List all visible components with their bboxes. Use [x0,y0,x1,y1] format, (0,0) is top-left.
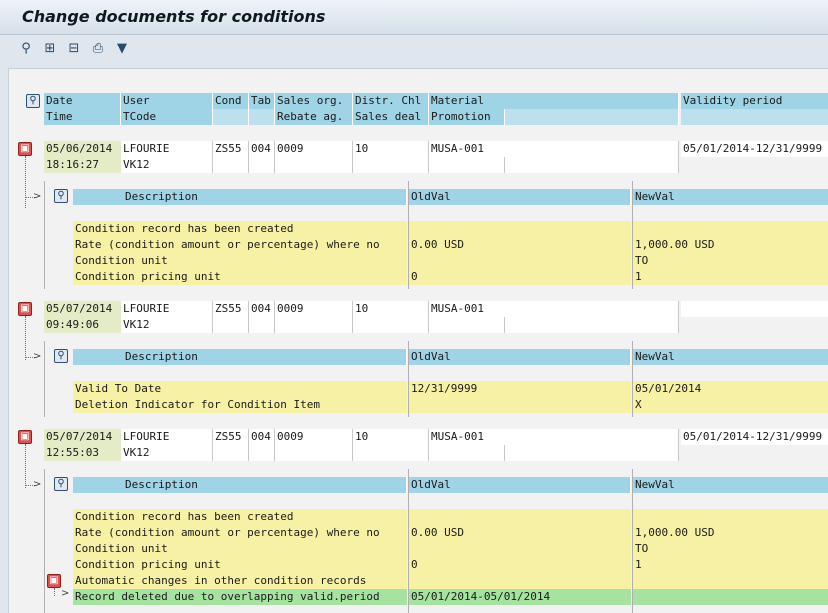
doc-sales-org: 0009 [275,429,353,445]
col-rebate-ag[interactable]: Rebate ag. [275,109,353,125]
folder-open-icon[interactable]: ▣ [18,302,32,316]
doc-date[interactable]: 05/07/2014 [44,429,121,445]
tree-arrow-icon: > [33,191,42,202]
detail-col-description[interactable]: Description [73,477,407,493]
doc-tab: 004 [249,301,275,317]
detail-oldval [409,397,631,413]
col-time[interactable]: Time [44,109,121,125]
detail-newval: TO [633,541,828,557]
doc-time: 12:55:03 [44,445,121,461]
doc-tcode: VK12 [121,157,213,173]
detail-description: Valid To Date [73,381,407,397]
doc-validity: 05/01/2014-12/31/9999 [681,141,828,157]
detail-description: Condition unit [73,541,407,557]
detail-header-icon[interactable]: ⚲ [54,477,68,491]
detail-col-newval[interactable]: NewVal [633,189,828,205]
detail-oldval: 0 [409,557,631,573]
detail-description: Automatic changes in other condition records [73,573,407,589]
expand-icon[interactable]: ⊞ [44,41,56,56]
doc-cond: ZS55 [213,141,249,157]
folder-open-icon[interactable]: ▣ [18,142,32,156]
detail-oldval [409,509,631,525]
detail-description: Rate (condition amount or percentage) where no [73,237,407,253]
col-distr-chl[interactable]: Distr. Chl [353,93,429,109]
col-sales-org[interactable]: Sales org. [275,93,353,109]
title-bar [0,0,828,35]
detail-newval: 1,000.00 USD [633,525,828,541]
doc-tcode: VK12 [121,445,213,461]
detail-newval [633,573,828,589]
doc-distr-chl: 10 [353,429,429,445]
detail-description: Condition pricing unit [73,557,407,573]
detail-description: Rate (condition amount or percentage) where no [73,525,407,541]
subrow-description: Record deleted due to overlapping valid.period [73,589,407,605]
detail-oldval [409,253,631,269]
detail-col-oldval[interactable]: OldVal [409,189,631,205]
detail-oldval [409,541,631,557]
page-title: Change documents for conditions [22,7,326,26]
detail-oldval: 12/31/9999 [409,381,631,397]
col-blank-3 [505,109,679,125]
detail-description: Condition pricing unit [73,269,407,285]
detail-newval [633,221,828,237]
detail-col-description[interactable]: Description [73,349,407,365]
print-icon[interactable]: ⎙ [92,41,104,56]
detail-col-description[interactable]: Description [73,189,407,205]
detail-header-icon[interactable]: ⚲ [54,189,68,203]
doc-tcode: VK12 [121,317,213,333]
detail-oldval: 0 [409,269,631,285]
doc-tab: 004 [249,141,275,157]
col-blank-2 [249,109,275,125]
detail-description: Condition record has been created [73,509,407,525]
tree-arrow-icon: > [33,479,42,490]
doc-user: LFOURIE [121,141,213,157]
detail-newval: 1 [633,557,828,573]
detail-header-icon[interactable]: ⚲ [54,349,68,363]
subrow-oldval: 05/01/2014-05/01/2014 [409,589,631,605]
col-user[interactable]: User [121,93,213,109]
detail-col-oldval[interactable]: OldVal [409,477,631,493]
detail-oldval: 0.00 USD [409,525,631,541]
col-validity-period[interactable]: Validity period [681,93,828,109]
detail-newval: X [633,397,828,413]
doc-date[interactable]: 05/06/2014 [44,141,121,157]
detail-description: Deletion Indicator for Condition Item [73,397,407,413]
detail-oldval [409,221,631,237]
detail-newval [633,509,828,525]
doc-time: 09:49:06 [44,317,121,333]
doc-user: LFOURIE [121,301,213,317]
col-tab[interactable]: Tab [249,93,275,109]
col-sales-deal[interactable]: Sales deal [353,109,429,125]
header-detail-icon[interactable]: ⚲ [26,94,40,108]
detail-description: Condition unit [73,253,407,269]
doc-time: 18:16:27 [44,157,121,173]
doc-sales-org: 0009 [275,141,353,157]
detail-oldval: 0.00 USD [409,237,631,253]
doc-cond: ZS55 [213,429,249,445]
detail-oldval [409,573,631,589]
col-material[interactable]: Material [429,93,679,109]
col-date[interactable]: Date [44,93,121,109]
detail-col-newval[interactable]: NewVal [633,349,828,365]
col-blank-1 [213,109,249,125]
detail-icon[interactable]: ⚲ [21,41,31,56]
detail-col-oldval[interactable]: OldVal [409,349,631,365]
detail-col-newval[interactable]: NewVal [633,477,828,493]
doc-material: MUSA-001 [429,141,679,157]
doc-user: LFOURIE [121,429,213,445]
doc-material: MUSA-001 [429,429,679,445]
subrow-newval [633,589,828,605]
doc-tab: 004 [249,429,275,445]
doc-date[interactable]: 05/07/2014 [44,301,121,317]
collapse-icon[interactable]: ⊟ [68,41,80,56]
col-tcode[interactable]: TCode [121,109,213,125]
doc-sales-org: 0009 [275,301,353,317]
col-blank-4 [681,109,828,125]
detail-newval: 05/01/2014 [633,381,828,397]
folder-open-icon[interactable]: ▣ [18,430,32,444]
detail-newval: TO [633,253,828,269]
doc-validity [681,301,828,317]
col-promotion[interactable]: Promotion [429,109,505,125]
detail-description: Condition record has been created [73,221,407,237]
detail-newval: 1 [633,269,828,285]
col-cond[interactable]: Cond [213,93,249,109]
doc-material: MUSA-001 [429,301,679,317]
filter-icon[interactable]: ▼ [117,41,127,56]
detail-newval: 1,000.00 USD [633,237,828,253]
tree-arrow-icon: > [61,588,70,599]
doc-validity: 05/01/2014-12/31/9999 [681,429,828,445]
doc-distr-chl: 10 [353,301,429,317]
change-document-tree [8,68,828,613]
tree-arrow-icon: > [33,351,42,362]
subfolder-open-icon[interactable]: ▣ [47,574,61,588]
doc-distr-chl: 10 [353,141,429,157]
doc-cond: ZS55 [213,301,249,317]
